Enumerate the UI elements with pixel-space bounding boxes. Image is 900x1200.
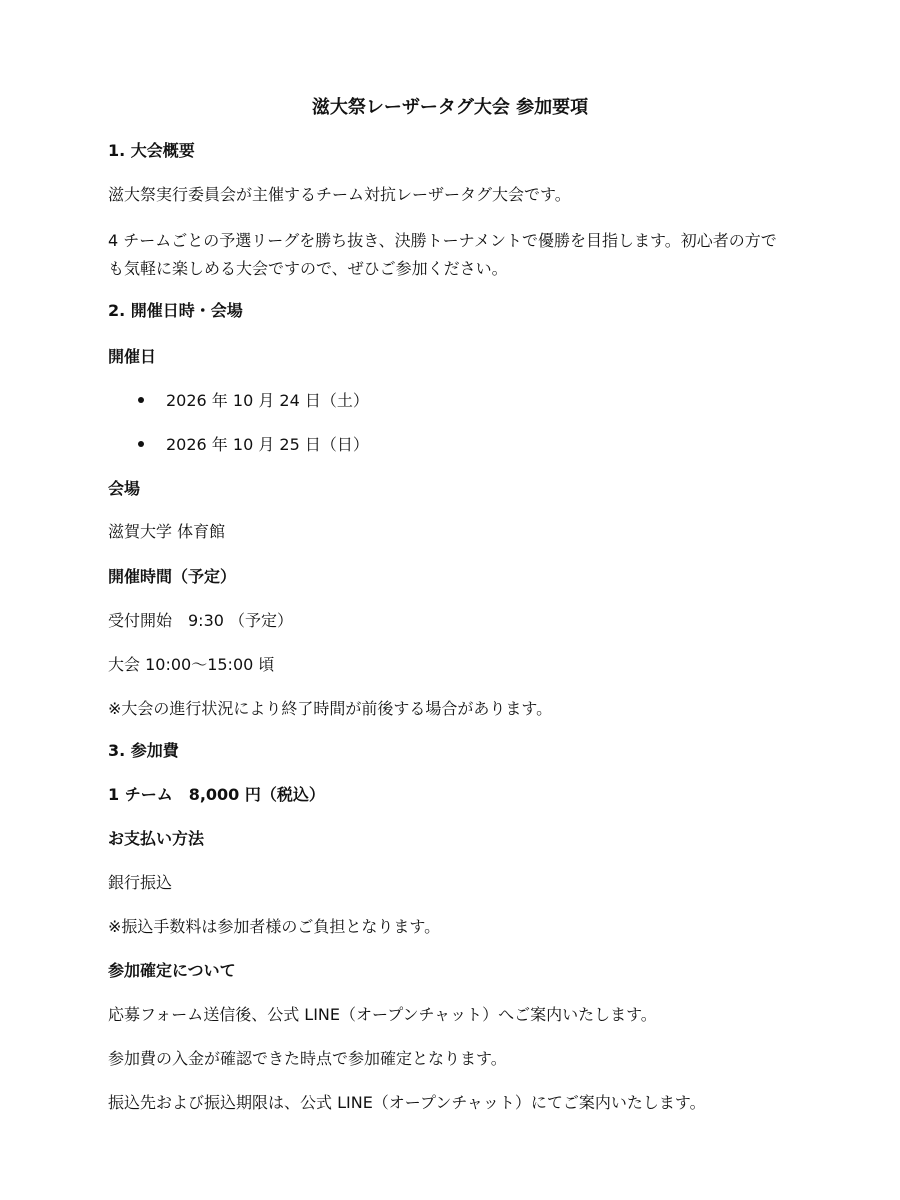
section-3-heading: 3. 参加費	[108, 741, 179, 760]
date-text: 2026 年 10 月 25 日（日）	[166, 435, 369, 454]
event-time: 大会 10:00〜15:00 頃	[108, 655, 275, 674]
venue-text: 滋賀大学 体育館	[108, 522, 226, 541]
payment-note: ※振込手数料は参加者様のご負担となります。	[108, 917, 441, 936]
confirm-paragraph-2: 参加費の入金が確認できた時点で参加確定となります。	[108, 1049, 507, 1068]
section-1-heading: 1. 大会概要	[108, 141, 195, 160]
date-heading: 開催日	[108, 347, 157, 366]
confirm-paragraph-1: 応募フォーム送信後、公式 LINE（オープンチャット）へご案内いたします。	[108, 1005, 657, 1024]
overview-paragraph-2-line-1: 4 チームごとの予選リーグを勝ち抜き、決勝トーナメントで優勝を目指します。初心者の方で	[108, 231, 777, 250]
time-note: ※大会の進行状況により終了時間が前後する場合があります。	[108, 699, 553, 718]
overview-paragraph-1: 滋大祭実行委員会が主催するチーム対抗レーザータグ大会です。	[108, 185, 571, 204]
bullet-icon	[138, 397, 144, 403]
payment-heading: お支払い方法	[108, 829, 205, 848]
payment-method: 銀行振込	[108, 873, 173, 892]
fee-amount: 1 チーム 8,000 円（税込）	[108, 785, 325, 804]
document-title: 滋大祭レーザータグ大会 参加要項	[311, 97, 589, 118]
section-2-heading: 2. 開催日時・会場	[108, 301, 243, 320]
bullet-icon	[138, 441, 144, 447]
reception-time: 受付開始 9:30 （予定）	[108, 611, 294, 630]
date-list-item	[138, 389, 538, 413]
date-text: 2026 年 10 月 24 日（土）	[166, 391, 369, 410]
confirm-paragraph-3: 振込先および振込期限は、公式 LINE（オープンチャット）にてご案内いたします。	[108, 1093, 706, 1112]
overview-paragraph-2-line-2: も気軽に楽しめる大会ですので、ぜひご参加ください。	[108, 259, 508, 278]
venue-heading: 会場	[108, 479, 141, 498]
time-heading: 開催時間（予定）	[108, 567, 237, 586]
date-list-item	[138, 433, 538, 457]
confirm-heading: 参加確定について	[108, 961, 236, 980]
